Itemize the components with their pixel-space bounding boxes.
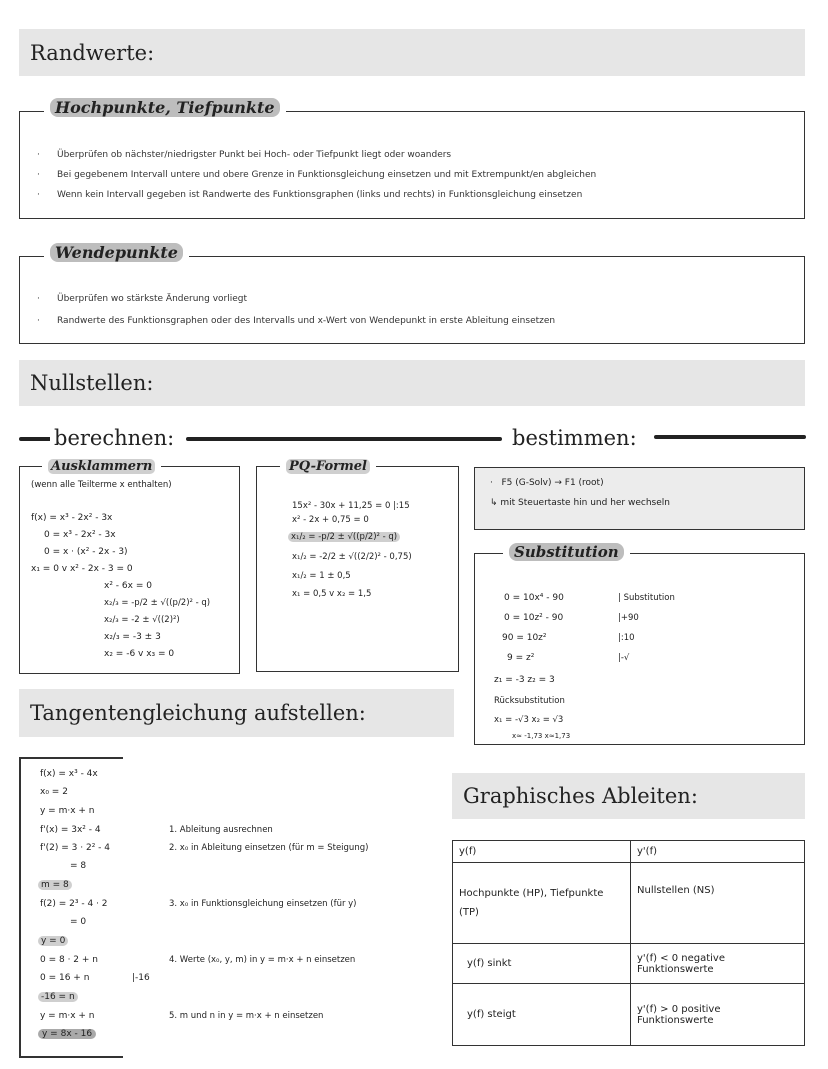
hochpunkte-bullet: · Bei gegebenem Intervall untere und obere Grenze in Funktionsgleichung einsetzen und mit Extrempunkt/en abgleichen bbox=[37, 170, 597, 180]
hochpunkte-box bbox=[19, 111, 805, 219]
ausklammern-line: x² - 6x = 0 bbox=[104, 581, 152, 591]
ausklammern-line: x₂/₃ = -3 ± 3 bbox=[104, 632, 161, 642]
substitution-approx: x≈ -1,73 x≈1,73 bbox=[512, 732, 571, 740]
divider-line bbox=[19, 437, 53, 441]
tangente-border-left bbox=[19, 757, 21, 1058]
divider-line bbox=[186, 437, 502, 441]
substitution-eq: 90 = 10z² bbox=[502, 633, 547, 643]
substitution-header: Substitution bbox=[503, 542, 630, 561]
ausklammern-line: 0 = x · (x² - 2x - 3) bbox=[44, 547, 128, 557]
substitution-z: z₁ = -3 z₂ = 3 bbox=[494, 675, 555, 685]
substitution-eq: 0 = 10x⁴ - 90 bbox=[504, 593, 564, 603]
gtr-line: · F5 (G-Solv) → F1 (root) bbox=[490, 478, 604, 488]
tangente-line: f(x) = x³ - 4x bbox=[40, 769, 98, 779]
ausklammern-line: 0 = x³ - 2x² - 3x bbox=[44, 530, 116, 540]
tangente-step: 4. Werte (x₀, y, m) in y = m·x + n einsetzen bbox=[169, 955, 356, 965]
tangente-line: -16 = n bbox=[38, 992, 78, 1002]
nullstellen-title-text: Nullstellen: bbox=[30, 371, 154, 395]
pq-line: x₁/₂ = 1 ± 0,5 bbox=[292, 571, 351, 581]
ableiten-head-cell: y'(f) bbox=[631, 841, 805, 863]
substitution-note: |+90 bbox=[618, 613, 639, 623]
randwerte-title bbox=[19, 29, 805, 76]
tangente-line: |-16 bbox=[132, 973, 150, 983]
tangente-line: f'(2) = 3 · 2² - 4 bbox=[40, 843, 110, 853]
divider-line bbox=[654, 435, 806, 439]
substitution-note: |-√ bbox=[618, 653, 630, 663]
wendepunkte-bullet: · Randwerte des Funktionsgraphen oder des Intervalls und x-Wert von Wendepunkt in erste Ableitung einsetzen bbox=[37, 316, 556, 326]
tangente-line: y = 8x - 16 bbox=[38, 1029, 96, 1039]
ableiten-cell: y'(f) < 0 negative Funktionswerte bbox=[631, 944, 805, 984]
ausklammern-header: Ausklammern bbox=[42, 455, 161, 474]
tangente-line: f(2) = 2³ - 4 · 2 bbox=[40, 899, 108, 909]
substitution-eq: 0 = 10z² - 90 bbox=[504, 613, 564, 623]
pq-line: 15x² - 30x + 11,25 = 0 |:15 bbox=[292, 501, 410, 511]
ableiten-cell: y(f) sinkt bbox=[453, 944, 631, 984]
tangente-step: 5. m und n in y = m·x + n einsetzen bbox=[169, 1011, 324, 1021]
pq-line: x₁ = 0,5 v x₂ = 1,5 bbox=[292, 589, 372, 599]
tangente-title bbox=[19, 689, 454, 737]
tangente-step: 2. x₀ in Ableitung einsetzen (für m = Steigung) bbox=[169, 843, 369, 853]
wendepunkte-header-text: Wendepunkte bbox=[50, 243, 183, 262]
hochpunkte-bullet: · Wenn kein Intervall gegeben ist Randwerte des Funktionsgraphen (links und rechts) in Funktionsgleichung einsetzen bbox=[37, 190, 583, 200]
tangente-line: = 0 bbox=[70, 917, 87, 927]
randwerte-title-text: Randwerte: bbox=[30, 40, 155, 65]
tangente-title-text: Tangentengleichung aufstellen: bbox=[30, 701, 366, 725]
ausklammern-note: (wenn alle Teilterme x enthalten) bbox=[31, 480, 172, 490]
hochpunkte-header bbox=[44, 98, 286, 117]
tangente-line: f'(x) = 3x² - 4 bbox=[40, 825, 101, 835]
ableiten-cell: y(f) steigt bbox=[453, 984, 631, 1046]
ausklammern-line: f(x) = x³ - 2x² - 3x bbox=[31, 513, 113, 523]
pq-line: x₁/₂ = -p/2 ± √((p/2)² - q) bbox=[288, 532, 400, 542]
tangente-line: 0 = 16 + n bbox=[40, 973, 90, 983]
tangente-border-bottom bbox=[19, 1056, 123, 1058]
ableiten-cell: Nullstellen (NS) bbox=[631, 863, 805, 944]
tangente-line: y = 0 bbox=[38, 936, 68, 946]
substitution-x: x₁ = -√3 x₂ = √3 bbox=[494, 715, 564, 725]
substitution-note: |:10 bbox=[618, 633, 635, 643]
tangente-line: x₀ = 2 bbox=[40, 787, 68, 797]
substitution-note: | Substitution bbox=[618, 593, 675, 603]
hochpunkte-bullet: · Überprüfen ob nächster/niedrigster Punkt bei Hoch- oder Tiefpunkt liegt oder woanders bbox=[37, 150, 452, 160]
ausklammern-line: x₂ = -6 v x₃ = 0 bbox=[104, 649, 175, 659]
pq-formel-box bbox=[256, 466, 459, 672]
tangente-line: y = m·x + n bbox=[40, 806, 95, 816]
berechnen-label: berechnen: bbox=[50, 426, 178, 450]
ausklammern-line: x₂/₃ = -2 ± √((2)²) bbox=[104, 615, 180, 625]
ableiten-head-cell: y(f) bbox=[453, 841, 631, 863]
pq-formel-header: PQ-Formel bbox=[280, 455, 376, 474]
tangente-line: m = 8 bbox=[38, 880, 72, 890]
bestimmen-label: bestimmen: bbox=[508, 426, 641, 450]
tangente-border-top bbox=[19, 757, 123, 759]
hochpunkte-header-text: Hochpunkte, Tiefpunkte bbox=[50, 98, 280, 117]
ableiten-cell: Hochpunkte (HP), Tiefpunkte (TP) bbox=[453, 863, 631, 944]
substitution-eq: 9 = z² bbox=[507, 653, 535, 663]
gtr-line: ↳ mit Steuertaste hin und her wechseln bbox=[490, 498, 670, 508]
tangente-line: y = m·x + n bbox=[40, 1011, 95, 1021]
wendepunkte-header bbox=[44, 243, 189, 262]
ausklammern-line: x₁ = 0 v x² - 2x - 3 = 0 bbox=[31, 564, 133, 574]
ableiten-title-text: Graphisches Ableiten: bbox=[463, 784, 698, 808]
tangente-step: 1. Ableitung ausrechnen bbox=[169, 825, 273, 835]
ableiten-title bbox=[452, 773, 805, 819]
tangente-line: 0 = 8 · 2 + n bbox=[40, 955, 98, 965]
nullstellen-title bbox=[19, 360, 805, 406]
ableiten-table bbox=[452, 840, 805, 1046]
pq-line: x₁/₂ = -2/2 ± √((2/2)² - 0,75) bbox=[292, 552, 412, 562]
pq-line: x² - 2x + 0,75 = 0 bbox=[292, 515, 369, 525]
tangente-line: = 8 bbox=[70, 861, 87, 871]
tangente-step: 3. x₀ in Funktionsgleichung einsetzen (für y) bbox=[169, 899, 357, 909]
wendepunkte-bullet: · Überprüfen wo stärkste Änderung vorliegt bbox=[37, 294, 248, 304]
substitution-rueck: Rücksubstitution bbox=[494, 696, 565, 706]
ableiten-cell: y'(f) > 0 positive Funktionswerte bbox=[631, 984, 805, 1046]
ausklammern-line: x₂/₃ = -p/2 ± √((p/2)² - q) bbox=[104, 598, 211, 608]
